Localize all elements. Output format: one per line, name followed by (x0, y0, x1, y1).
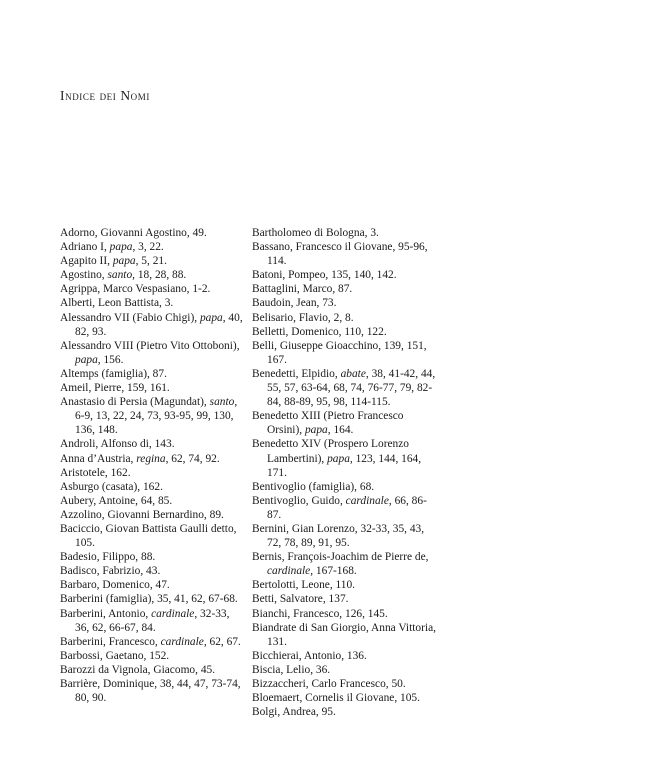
index-entry: Barbossi, Gaetano, 152. (60, 649, 170, 662)
index-entry: Barozzi da Vignola, Giacomo, 45. (60, 663, 216, 676)
index-entry: Badisco, Fabrizio, 43. (60, 565, 161, 578)
index-entry: Biandrate di San Giorgio, Anna Vittoria, 131. (252, 621, 436, 648)
index-entry: Badesio, Filippo, 88. (60, 551, 156, 564)
index-entry: Bianchi, Francesco, 126, 145. (252, 607, 388, 620)
index-entry: Adriano I, papa, 3, 22. (60, 241, 164, 254)
index-entry: Batoni, Pompeo, 135, 140, 142. (252, 269, 397, 282)
index-entry: Altemps (famiglia), 87. (60, 367, 167, 380)
index-entry: Barbaro, Domenico, 47. (60, 579, 170, 592)
index-entry: Bizzaccheri, Carlo Francesco, 50. (252, 678, 406, 690)
page-title: Indice dei Nomi (60, 88, 150, 103)
index-entry: Agostino, santo, 18, 28, 88. (60, 269, 187, 282)
index-entry: Bentivoglio (famiglia), 68. (252, 480, 375, 493)
index-entry: Bicchierai, Antonio, 136. (252, 649, 367, 662)
index-entry-role: cardinale (345, 494, 389, 507)
index-entry: Barberini (famiglia), 35, 41, 62, 67-68. (60, 593, 238, 606)
index-column-left (60, 226, 246, 705)
index-entry: Biscia, Lelio, 36. (252, 663, 331, 676)
index-entry: Belisario, Flavio, 2, 8. (252, 311, 354, 324)
index-entry: Asburgo (casata), 162. (60, 480, 163, 493)
index-entry: Benedetti, Elpidio, abate, 38, 41-42, 44, 55, 57, 63-64, 68, 74, 76-77, 79, 82-84, 88-89, 95, 98, 114-115. (252, 367, 436, 409)
index-entry-role: papa (75, 353, 98, 366)
index-entry-role: abate (340, 367, 366, 380)
index-entry-role: papa (327, 452, 350, 465)
index-entry: Bartholomeo di Bologna, 3. (252, 227, 379, 239)
index-entry: Bassano, Francesco il Giovane, 95-96, 114. (252, 241, 428, 268)
index-entry-role: cardinale (151, 607, 195, 620)
index-entry: Barberini, Francesco, cardinale, 62, 67. (60, 635, 241, 648)
index-entry: Baudoin, Jean, 73. (252, 297, 337, 310)
index-entry-role: santo (107, 269, 133, 282)
index-entry: Alberti, Leon Battista, 3. (60, 297, 174, 310)
index-entry-role: papa (112, 255, 136, 268)
index-entry: Belli, Giuseppe Gioacchino, 139, 151, 167. (252, 339, 427, 366)
index-entry: Alessandro VIII (Pietro Vito Ottoboni), papa, 156. (60, 339, 240, 366)
index-entry: Anastasio di Persia (Magundat), santo, 6-9, 13, 22, 24, 73, 93-95, 99, 130, 136, 148. (60, 396, 238, 437)
index-entry: Benedetto XIV (Prospero Lorenzo Lambertini), papa, 123, 144, 164, 171. (252, 438, 422, 479)
index-entry: Androli, Alfonso di, 143. (60, 438, 175, 451)
index-entry: Agapito II, papa, 5, 21. (60, 255, 167, 268)
index-entry: Bernini, Gian Lorenzo, 32-33, 35, 43, 72, 78, 89, 91, 95. (252, 522, 425, 550)
index-entry: Barrière, Dominique, 38, 44, 47, 73-74, 80, 90. (60, 678, 241, 705)
index-entry: Bolgi, Andrea, 95. (252, 706, 336, 719)
index-entry: Bloemaert, Cornelis il Giovane, 105. (252, 692, 420, 705)
index-entry: Baciccio, Giovan Battista Gaulli detto, 105. (60, 522, 237, 550)
index-entry: Anna d’Austria, regina, 62, 74, 92. (60, 452, 220, 465)
index-column-right (252, 226, 438, 719)
index-entry: Benedetto XIII (Pietro Francesco Orsini), papa, 164. (252, 410, 404, 437)
index-entry-role: papa (304, 424, 328, 437)
index-entry: Battaglini, Marco, 87. (252, 283, 353, 296)
index-entry-role: regina (136, 452, 166, 465)
index-entry: Aubery, Antoine, 64, 85. (60, 494, 173, 507)
index-entry: Agrippa, Marco Vespasiano, 1-2. (60, 283, 211, 296)
index-entry: Alessandro VII (Fabio Chigi), papa, 40, 82, 93. (60, 311, 243, 338)
index-entry-role: papa (199, 311, 223, 324)
index-entry-role: santo (209, 396, 235, 409)
index-entry: Adorno, Giovanni Agostino, 49. (60, 227, 207, 239)
index-entry: Betti, Salvatore, 137. (252, 593, 349, 606)
index-entry: Barberini, Antonio, cardinale, 32-33, 36, 62, 66-67, 84. (60, 607, 230, 634)
index-entry: Belletti, Domenico, 110, 122. (252, 325, 387, 338)
index-entry: Aristotele, 162. (60, 466, 131, 479)
index-entry: Ameil, Pierre, 159, 161. (60, 382, 170, 395)
index-entry: Azzolino, Giovanni Bernardino, 89. (60, 508, 224, 521)
index-entry: Bertolotti, Leone, 110. (252, 579, 356, 592)
index-entry: Bernis, François-Joachim de Pierre de, cardinale, 167-168. (252, 551, 429, 578)
index-entry-role: cardinale (267, 565, 311, 578)
index-entry: Bentivoglio, Guido, cardinale, 66, 86-87. (252, 494, 427, 521)
index-entry-role: papa (109, 241, 133, 254)
index-entry-role: cardinale (160, 635, 204, 648)
